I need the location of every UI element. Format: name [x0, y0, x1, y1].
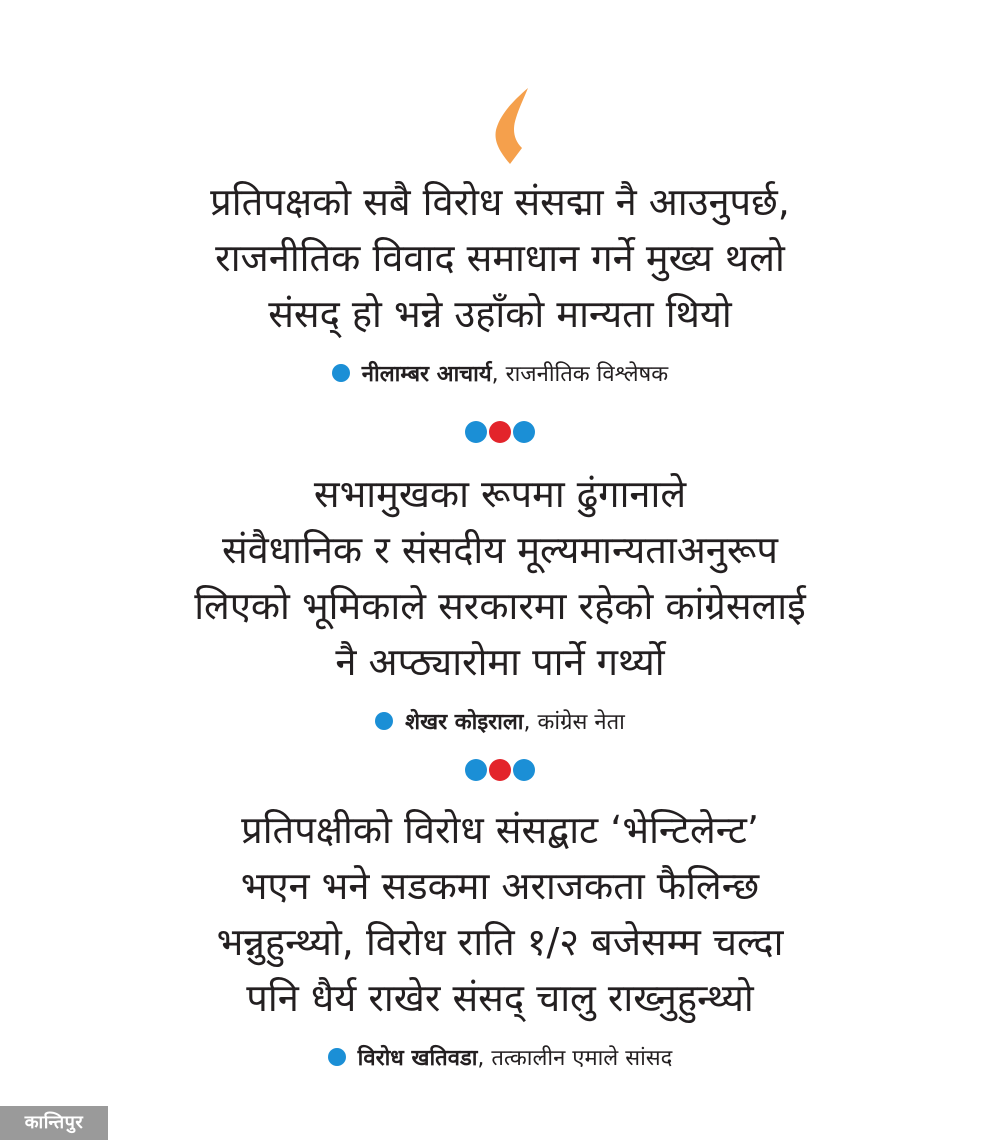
quote-text: [0, 802, 1000, 1026]
attribution: [0, 708, 1000, 738]
speaker-role: , राजनीतिक विश्लेषक: [491, 362, 669, 387]
quote-block-3: [0, 802, 1000, 1074]
quote-line: संसद् हो भन्ने उहाँको मान्यता थियो: [268, 292, 732, 336]
speaker-name: विरोध खतिवडा: [357, 1046, 478, 1071]
separator-dot-blue: [465, 421, 487, 443]
quote-line: लिएको भूमिकाले सरकारमा रहेको कांग्रेसलाई: [194, 584, 806, 628]
bullet-dot-icon: [328, 1048, 346, 1066]
separator-dot-red: [489, 421, 511, 443]
speaker-role: , तत्कालीन एमाले सांसद: [477, 1046, 673, 1071]
quote-block-1: [0, 174, 1000, 390]
attribution: [0, 1044, 1000, 1074]
attribution: [0, 360, 1000, 390]
quote-block-2: [0, 466, 1000, 738]
separator-dot-blue: [513, 421, 535, 443]
quote-text: [0, 466, 1000, 690]
bullet-dot-icon: [375, 712, 393, 730]
separator-dot-blue: [465, 759, 487, 781]
quote-line: नै अप्ठ्यारोमा पार्ने गर्थ्यो: [335, 640, 665, 684]
quote-line: सभामुखका रूपमा ढुंगानाले: [313, 472, 687, 516]
kantipur-logo: कान्तिपुर: [0, 1106, 108, 1140]
speaker-role: , कांग्रेस नेता: [523, 710, 625, 735]
speaker-name: नीलाम्बर आचार्य: [361, 362, 492, 387]
quote-text: [0, 174, 1000, 342]
quote-line: प्रतिपक्षीको विरोध संसद्बाट ‘भेन्टिलेन्ट’: [241, 808, 759, 852]
separator-dot-blue: [513, 759, 535, 781]
separator-dot-red: [489, 759, 511, 781]
quote-line: संवैधानिक र संसदीय मूल्यमान्यताअनुरूप: [221, 528, 779, 572]
opening-quote-icon: [492, 86, 536, 166]
quote-line: भएन भने सडकमा अराजकता फैलिन्छ: [240, 864, 760, 908]
three-dot-separator-icon: [0, 759, 1000, 783]
three-dot-separator-icon: [0, 421, 1000, 445]
quote-line: राजनीतिक विवाद समाधान गर्ने मुख्य थलो: [215, 236, 785, 280]
bullet-dot-icon: [332, 364, 350, 382]
quote-line: भन्नुहुन्थ्यो, विरोध राति १/२ बजेसम्म चल्दा: [216, 920, 784, 964]
speaker-name: शेखर कोइराला: [405, 710, 524, 735]
quote-line: प्रतिपक्षको सबै विरोध संसद्मा नै आउनुपर्छ,: [210, 180, 790, 224]
quote-line: पनि धैर्य राखेर संसद् चालु राख्नुहुन्थ्यो: [246, 976, 754, 1020]
